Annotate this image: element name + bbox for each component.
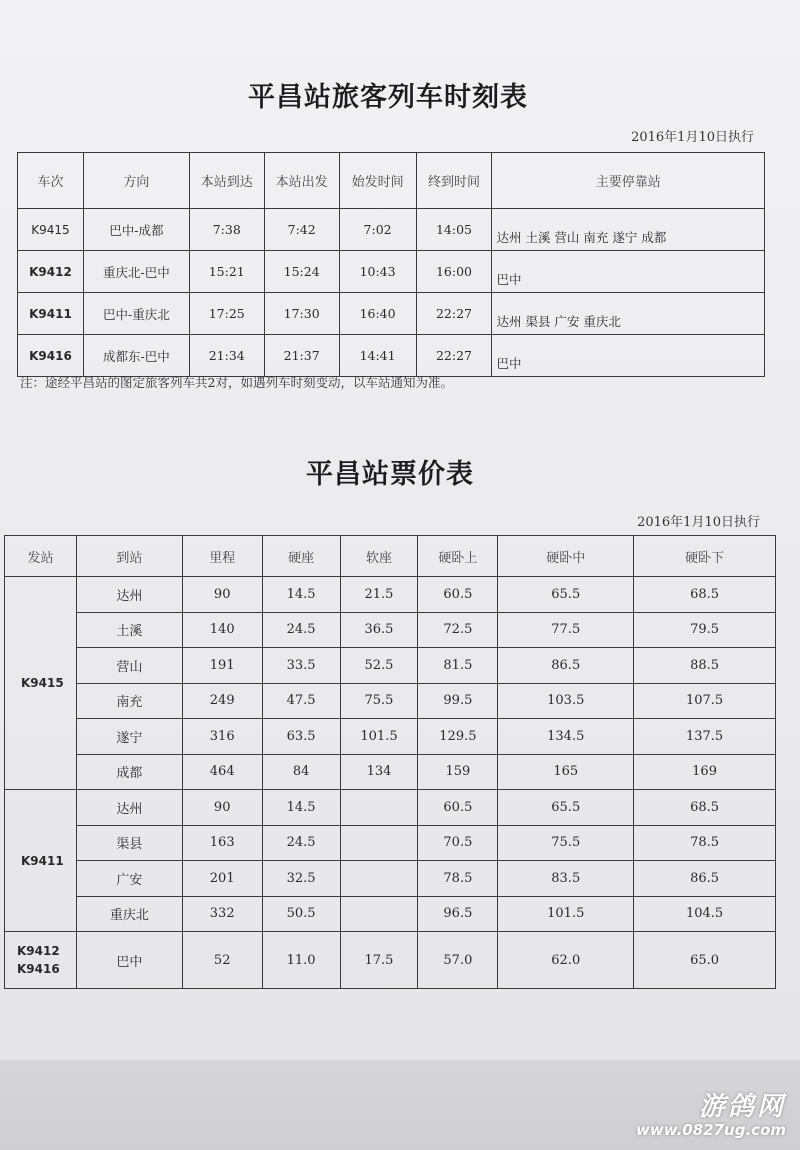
hard-seat-price: 24.5 <box>262 612 340 648</box>
watermark-brand: 游鸽网 <box>698 1092 786 1122</box>
soft-seat-price <box>340 896 418 932</box>
header-hard-sleeper-upper: 硬卧上 <box>418 536 498 577</box>
to-station: 达州 <box>76 790 182 826</box>
table-row <box>18 209 765 251</box>
hard-seat-price: 33.5 <box>262 648 340 684</box>
to-station: 渠县 <box>76 825 182 861</box>
hard-sleeper-lower-price: 68.5 <box>634 790 776 826</box>
origin-time: 7:02 <box>339 209 416 251</box>
table-row <box>5 932 776 989</box>
hard-sleeper-lower-price: 68.5 <box>634 577 776 613</box>
hard-sleeper-middle-price: 165 <box>498 754 634 790</box>
header-to-station: 到站 <box>76 536 182 577</box>
soft-seat-price <box>340 790 418 826</box>
distance: 90 <box>182 577 262 613</box>
soft-seat-price: 21.5 <box>340 577 418 613</box>
to-station: 成都 <box>76 754 182 790</box>
fare-table <box>4 535 776 989</box>
hard-seat-price: 14.5 <box>262 577 340 613</box>
schedule-title: 平昌站旅客列车时刻表 <box>248 82 528 113</box>
distance: 140 <box>182 612 262 648</box>
hard-sleeper-upper-price: 81.5 <box>418 648 498 684</box>
hard-seat-price: 24.5 <box>262 825 340 861</box>
hard-sleeper-lower-price: 79.5 <box>634 612 776 648</box>
to-station: 重庆北 <box>76 896 182 932</box>
hard-sleeper-lower-price: 86.5 <box>634 861 776 897</box>
hard-seat-price: 14.5 <box>262 790 340 826</box>
direction: 成都东-巴中 <box>83 335 189 377</box>
table-row <box>5 683 776 719</box>
main-stops: 达州 土溪 营山 南充 遂宁 成都 <box>492 209 765 251</box>
main-stops: 达州 渠县 广安 重庆北 <box>492 293 765 335</box>
site-watermark <box>636 1093 786 1139</box>
terminal-time: 16:00 <box>416 251 492 293</box>
hard-sleeper-upper-price: 60.5 <box>418 790 498 826</box>
header-from-station: 发站 <box>5 536 77 577</box>
hard-sleeper-lower-price: 104.5 <box>634 896 776 932</box>
table-row <box>5 577 776 613</box>
schedule-table <box>17 152 765 377</box>
hard-sleeper-middle-price: 77.5 <box>498 612 634 648</box>
hard-sleeper-upper-price: 99.5 <box>418 683 498 719</box>
terminal-time: 22:27 <box>416 293 492 335</box>
table-row <box>5 612 776 648</box>
table-row <box>18 335 765 377</box>
distance: 249 <box>182 683 262 719</box>
header-train-no: 车次 <box>18 153 84 209</box>
arrive-time: 21:34 <box>189 335 264 377</box>
train-no: K9415 <box>18 209 84 251</box>
to-station: 达州 <box>76 577 182 613</box>
hard-seat-price: 84 <box>262 754 340 790</box>
hard-sleeper-middle-price: 65.5 <box>498 577 634 613</box>
arrive-time: 7:38 <box>189 209 264 251</box>
soft-seat-price: 17.5 <box>340 932 418 989</box>
table-row <box>5 825 776 861</box>
depart-time: 15:24 <box>264 251 339 293</box>
header-direction: 方向 <box>83 153 189 209</box>
schedule-note: 注：途经平昌站的图定旅客列车共2对，如遇列车时刻变动，以车站通知为准。 <box>20 375 453 390</box>
schedule-header-row <box>18 153 765 209</box>
distance: 201 <box>182 861 262 897</box>
arrive-time: 17:25 <box>189 293 264 335</box>
table-row <box>5 790 776 826</box>
header-terminal-time: 终到时间 <box>416 153 492 209</box>
distance: 316 <box>182 719 262 755</box>
header-hard-sleeper-lower: 硬卧下 <box>634 536 776 577</box>
hard-seat-price: 11.0 <box>262 932 340 989</box>
table-row <box>5 861 776 897</box>
origin-time: 16:40 <box>339 293 416 335</box>
hard-sleeper-middle-price: 65.5 <box>498 790 634 826</box>
train-no: K9416 <box>18 335 84 377</box>
header-soft-seat: 软座 <box>340 536 418 577</box>
distance: 52 <box>182 932 262 989</box>
soft-seat-price: 36.5 <box>340 612 418 648</box>
table-row <box>18 293 765 335</box>
distance: 464 <box>182 754 262 790</box>
main-stops: 巴中 <box>492 251 765 293</box>
direction: 重庆北-巴中 <box>83 251 189 293</box>
header-hard-seat: 硬座 <box>262 536 340 577</box>
hard-seat-price: 63.5 <box>262 719 340 755</box>
hard-sleeper-upper-price: 159 <box>418 754 498 790</box>
to-station: 巴中 <box>76 932 182 989</box>
fare-group-train-line: K9416 <box>17 962 60 976</box>
table-row <box>18 251 765 293</box>
distance: 90 <box>182 790 262 826</box>
schedule-effective-date: 2016年1月10日执行 <box>631 130 754 145</box>
soft-seat-price: 75.5 <box>340 683 418 719</box>
hard-sleeper-lower-price: 78.5 <box>634 825 776 861</box>
depart-time: 17:30 <box>264 293 339 335</box>
header-hard-sleeper-middle: 硬卧中 <box>498 536 634 577</box>
soft-seat-price <box>340 861 418 897</box>
table-row <box>5 896 776 932</box>
table-row <box>5 719 776 755</box>
soft-seat-price: 134 <box>340 754 418 790</box>
depart-time: 21:37 <box>264 335 339 377</box>
hard-sleeper-upper-price: 129.5 <box>418 719 498 755</box>
direction: 巴中-成都 <box>83 209 189 251</box>
table-row <box>5 648 776 684</box>
soft-seat-price <box>340 825 418 861</box>
origin-time: 10:43 <box>339 251 416 293</box>
to-station: 南充 <box>76 683 182 719</box>
fare-group-train-line: K9412 <box>17 944 60 958</box>
direction: 巴中-重庆北 <box>83 293 189 335</box>
to-station: 土溪 <box>76 612 182 648</box>
fare-header-row <box>5 536 776 577</box>
to-station: 广安 <box>76 861 182 897</box>
to-station: 营山 <box>76 648 182 684</box>
hard-sleeper-upper-price: 72.5 <box>418 612 498 648</box>
hard-sleeper-upper-price: 96.5 <box>418 896 498 932</box>
hard-sleeper-middle-price: 103.5 <box>498 683 634 719</box>
table-row <box>5 754 776 790</box>
hard-sleeper-lower-price: 137.5 <box>634 719 776 755</box>
hard-sleeper-middle-price: 134.5 <box>498 719 634 755</box>
main-stops: 巴中 <box>492 335 765 377</box>
hard-sleeper-upper-price: 60.5 <box>418 577 498 613</box>
hard-sleeper-middle-price: 101.5 <box>498 896 634 932</box>
header-origin-time: 始发时间 <box>339 153 416 209</box>
distance: 332 <box>182 896 262 932</box>
watermark-url: www.0827ug.com <box>636 1121 786 1139</box>
hard-seat-price: 50.5 <box>262 896 340 932</box>
hard-sleeper-upper-price: 57.0 <box>418 932 498 989</box>
header-depart: 本站出发 <box>264 153 339 209</box>
arrive-time: 15:21 <box>189 251 264 293</box>
fare-effective-date: 2016年1月10日执行 <box>637 515 760 530</box>
hard-sleeper-lower-price: 169 <box>634 754 776 790</box>
fare-title: 平昌站票价表 <box>306 459 474 490</box>
hard-sleeper-lower-price: 88.5 <box>634 648 776 684</box>
distance: 191 <box>182 648 262 684</box>
hard-sleeper-middle-price: 83.5 <box>498 861 634 897</box>
hard-seat-price: 47.5 <box>262 683 340 719</box>
hard-sleeper-lower-price: 107.5 <box>634 683 776 719</box>
train-no: K9412 <box>18 251 84 293</box>
hard-sleeper-lower-price: 65.0 <box>634 932 776 989</box>
train-no: K9411 <box>18 293 84 335</box>
header-main-stops: 主要停靠站 <box>492 153 765 209</box>
terminal-time: 22:27 <box>416 335 492 377</box>
distance: 163 <box>182 825 262 861</box>
depart-time: 7:42 <box>264 209 339 251</box>
hard-sleeper-upper-price: 70.5 <box>418 825 498 861</box>
to-station: 遂宁 <box>76 719 182 755</box>
header-distance: 里程 <box>182 536 262 577</box>
header-arrive: 本站到达 <box>189 153 264 209</box>
hard-seat-price: 32.5 <box>262 861 340 897</box>
soft-seat-price: 52.5 <box>340 648 418 684</box>
fare-group-train: K9415 <box>5 577 77 790</box>
hard-sleeper-upper-price: 78.5 <box>418 861 498 897</box>
terminal-time: 14:05 <box>416 209 492 251</box>
fare-group-train <box>5 932 77 989</box>
hard-sleeper-middle-price: 86.5 <box>498 648 634 684</box>
hard-sleeper-middle-price: 75.5 <box>498 825 634 861</box>
fare-group-train: K9411 <box>5 790 77 932</box>
hard-sleeper-middle-price: 62.0 <box>498 932 634 989</box>
origin-time: 14:41 <box>339 335 416 377</box>
soft-seat-price: 101.5 <box>340 719 418 755</box>
